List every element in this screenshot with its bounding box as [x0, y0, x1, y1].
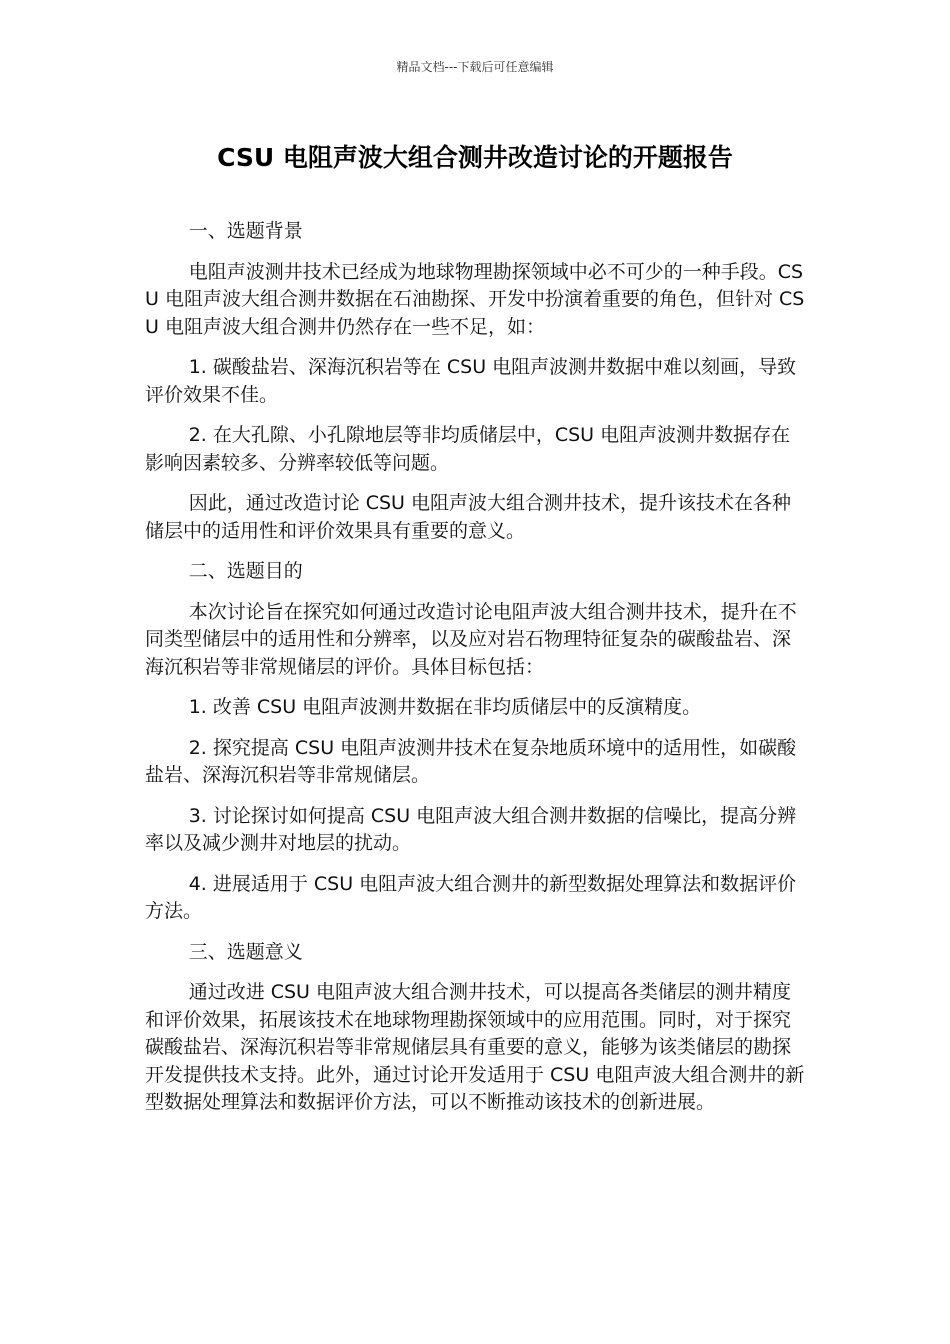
list-item: 4. 进展适用于 CSU 电阻声波大组合测井的新型数据处理算法和数据评价方法。 [145, 872, 797, 922]
list-item: 1. 改善 CSU 电阻声波测井数据在非均质储层中的反演精度。 [188, 696, 702, 718]
list-item: 2. 探究提高 CSU 电阻声波测井技术在复杂地质环境中的适用性，如碳酸盐岩、深海沉积岩等非常规储层。 [145, 736, 797, 786]
section-heading-background: 一、选题背景 [188, 220, 303, 242]
document-title: CSU 电阻声波大组合测井改造讨论的开题报告 [217, 143, 733, 172]
paragraph: 本次讨论旨在探究如何通过改造讨论电阻声波大组合测井技术，提升在不同类型储层中的适用性和分辨率，以及应对岩石物理特征复杂的碳酸盐岩、深海沉积岩等非常规储层的评价。具体目标包括： [145, 600, 797, 678]
section-heading-purpose: 二、选题目的 [188, 560, 303, 582]
list-item: 1. 碳酸盐岩、深海沉积岩等在 CSU 电阻声波测井数据中难以刻画，导致评价效果不佳。 [145, 356, 797, 406]
section-heading-significance: 三、选题意义 [188, 940, 303, 963]
list-item: 3. 讨论探讨如何提高 CSU 电阻声波大组合测井数据的信噪比，提高分辨率以及减少测井对地层的扰动。 [145, 804, 797, 854]
paragraph: 电阻声波测井技术已经成为地球物理勘探领域中必不可少的一种手段。CSU 电阻声波大组合测井数据在石油勘探、开发中扮演着重要的角色，但针对 CSU 电阻声波大组合测井仍然存在一些不足，如： [145, 260, 805, 338]
paragraph: 因此，通过改造讨论 CSU 电阻声波大组合测井技术，提升该技术在各种储层中的适用性和评价效果具有重要的意义。 [145, 492, 792, 542]
list-item: 2. 在大孔隙、小孔隙地层等非均质储层中，CSU 电阻声波测井数据存在影响因素较多、分辨率较低等问题。 [145, 424, 791, 474]
header-note: 精品文档---下载后可任意编辑 [396, 60, 554, 74]
paragraph: 通过改进 CSU 电阻声波大组合测井技术，可以提高各类储层的测井精度和评价效果，拓展该技术在地球物理勘探领域中的应用范围。同时，对于探究碳酸盐岩、深海沉积岩等非常规储层具有重要的意义，能够为该类储层的勘探开发提供技术支持。此外，通过讨论开发适用于 CSU 电阻声波大组合测井的新型数据处理算法和数据评价方法，可以不断推动该技术的创新进展。 [145, 981, 805, 1113]
document-body [145, 218, 807, 1130]
